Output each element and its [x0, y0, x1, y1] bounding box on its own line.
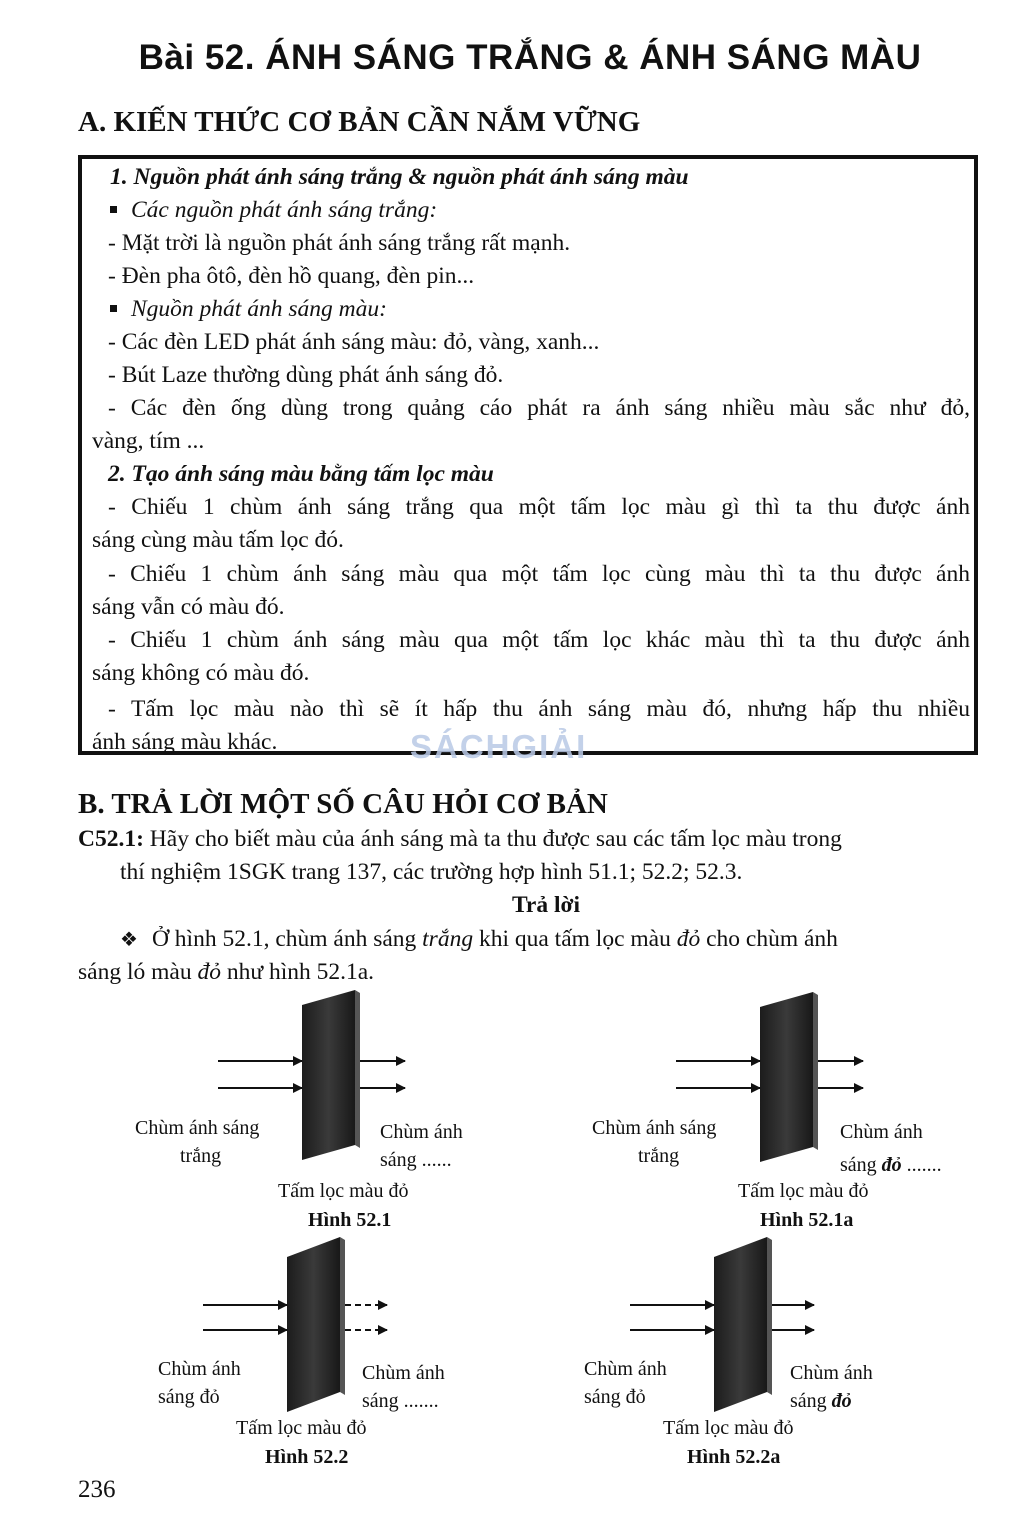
fig3-input-label-1: Chùm ánh: [158, 1358, 241, 1380]
box-line: - Các đèn ống dùng trong quảng cáo phát ra ánh sáng nhiều màu sắc như đỏ,: [108, 395, 970, 421]
page-number: 236: [78, 1476, 116, 1503]
label-text: sáng: [790, 1390, 832, 1412]
answer-text: Ở hình 52.1, chùm ánh sáng: [151, 926, 423, 952]
figure-52-2a-diagram: [622, 1232, 832, 1412]
bullet-white-sources: [110, 199, 437, 223]
red-filter-plate: [287, 1237, 340, 1412]
fig2-output-label-2: [840, 1155, 942, 1175]
box-line: - Chiếu 1 chùm ánh sáng trắng qua một tấm lọc màu gì thì ta thu được ánh: [108, 494, 970, 520]
box-line: ánh sáng màu khác.: [92, 729, 278, 755]
answer-text: sáng ló màu: [78, 959, 198, 985]
fig1-caption: Hình 52.1: [308, 1209, 392, 1231]
box-line: sáng không có màu đó.: [92, 660, 310, 686]
fig3-caption: Hình 52.2: [265, 1446, 349, 1468]
box-heading-2: 2. Tạo ánh sáng màu bằng tấm lọc màu: [108, 461, 494, 487]
filter-edge: [813, 992, 818, 1150]
fig2-caption: Hình 52.1a: [760, 1209, 854, 1231]
fig1-input-label-2: trắng: [180, 1145, 222, 1167]
filter-edge: [340, 1237, 345, 1395]
box-heading-1: 1. Nguồn phát ánh sáng trắng & nguồn phát ánh sáng màu: [110, 164, 689, 190]
watermark: SÁCHGIẢI: [410, 728, 588, 765]
box-line: - Chiếu 1 chùm ánh sáng màu qua một tấm lọc khác màu thì ta thu được ánh: [108, 627, 970, 653]
answer-emphasis: đỏ: [197, 959, 221, 985]
section-b-heading: B. TRẢ LỜI MỘT SỐ CÂU HỎI CƠ BẢN: [78, 788, 608, 820]
fig1-filter-label: Tấm lọc màu đỏ: [278, 1180, 409, 1202]
answer-emphasis: đỏ: [676, 926, 701, 952]
fig1-output-label-2: sáng ......: [380, 1149, 452, 1171]
box-line: sáng vẫn có màu đó.: [92, 594, 285, 620]
filter-edge: [355, 990, 360, 1148]
answer-text: cho chùm ánh: [700, 926, 838, 952]
box-line: vàng, tím ...: [92, 428, 205, 454]
fig1-input-label-1: Chùm ánh sáng: [135, 1117, 260, 1139]
fig3-output-label-1: Chùm ánh: [362, 1362, 445, 1384]
fig4-output-label-1: Chùm ánh: [790, 1362, 873, 1384]
question-line-1: [78, 828, 842, 852]
answer-title: Trả lời: [512, 892, 581, 918]
fig2-input-label-2: trắng: [638, 1145, 680, 1167]
fig3-filter-label: Tấm lọc màu đỏ: [236, 1417, 367, 1439]
bullet-square-icon: [110, 305, 117, 312]
filter-edge: [767, 1237, 772, 1395]
red-filter-plate: [302, 990, 355, 1160]
fig2-input-label-1: Chùm ánh sáng: [592, 1117, 717, 1139]
fig4-input-label-1: Chùm ánh: [584, 1358, 667, 1380]
fig2-output-label-1: Chùm ánh: [840, 1121, 923, 1143]
label-emphasis: đỏ: [831, 1390, 852, 1412]
fig3-input-label-2: sáng đỏ: [158, 1386, 220, 1408]
bullet-text: Nguồn phát ánh sáng màu:: [131, 296, 387, 322]
answer-line-2: [78, 961, 374, 985]
box-line: - Các đèn LED phát ánh sáng màu: đỏ, vàng, xanh...: [108, 329, 600, 355]
box-line: - Chiếu 1 chùm ánh sáng màu qua một tấm lọc cùng màu thì ta thu được ánh: [108, 561, 970, 587]
red-filter-plate: [760, 992, 813, 1162]
fig4-filter-label: Tấm lọc màu đỏ: [663, 1417, 794, 1439]
red-filter-plate: [714, 1237, 767, 1412]
box-line: sáng cùng màu tấm lọc đó.: [92, 527, 344, 553]
diamond-bullet-icon: ❖: [120, 927, 138, 951]
box-line: - Đèn pha ôtô, đèn hồ quang, đèn pin...: [108, 263, 475, 289]
answer-emphasis: trắng: [422, 926, 474, 952]
answer-text: như hình 52.1a.: [220, 959, 375, 985]
fig4-caption: Hình 52.2a: [687, 1446, 781, 1468]
question-label: C52.1:: [78, 826, 144, 852]
label-text: sáng: [840, 1154, 882, 1176]
answer-line-1: [120, 928, 838, 952]
bullet-text: Các nguồn phát ánh sáng trắng:: [131, 197, 438, 223]
fig4-input-label-2: sáng đỏ: [584, 1386, 646, 1408]
label-text: .......: [901, 1154, 942, 1176]
bullet-square-icon: [110, 206, 117, 213]
box-line: - Bút Laze thường dùng phát ánh sáng đỏ.: [108, 362, 504, 388]
question-line-2: thí nghiệm 1SGK trang 137, các trường hợp hình 51.1; 52.2; 52.3.: [120, 859, 743, 885]
fig2-filter-label: Tấm lọc màu đỏ: [738, 1180, 869, 1202]
figure-52-2-diagram: [195, 1232, 405, 1412]
box-line: - Tấm lọc màu nào thì sẽ ít hấp thu ánh sáng màu đó, nhưng hấp thu nhiều: [108, 696, 970, 722]
fig3-output-label-2: sáng .......: [362, 1390, 439, 1412]
section-a-heading: A. KIẾN THỨC CƠ BẢN CẦN NẮM VỮNG: [78, 106, 641, 138]
fig4-output-label-2: [790, 1391, 852, 1411]
box-line: - Mặt trời là nguồn phát ánh sáng trắng rất mạnh.: [108, 230, 571, 256]
fig1-output-label-1: Chùm ánh: [380, 1121, 463, 1143]
answer-text: khi qua tấm lọc màu: [473, 926, 677, 952]
question-text: Hãy cho biết màu của ánh sáng mà ta thu được sau các tấm lọc màu trong: [149, 826, 842, 852]
label-emphasis: đỏ: [881, 1154, 902, 1176]
bullet-color-sources: [110, 298, 387, 322]
page-title: Bài 52. ÁNH SÁNG TRẮNG & ÁNH SÁNG MÀU: [138, 38, 922, 77]
